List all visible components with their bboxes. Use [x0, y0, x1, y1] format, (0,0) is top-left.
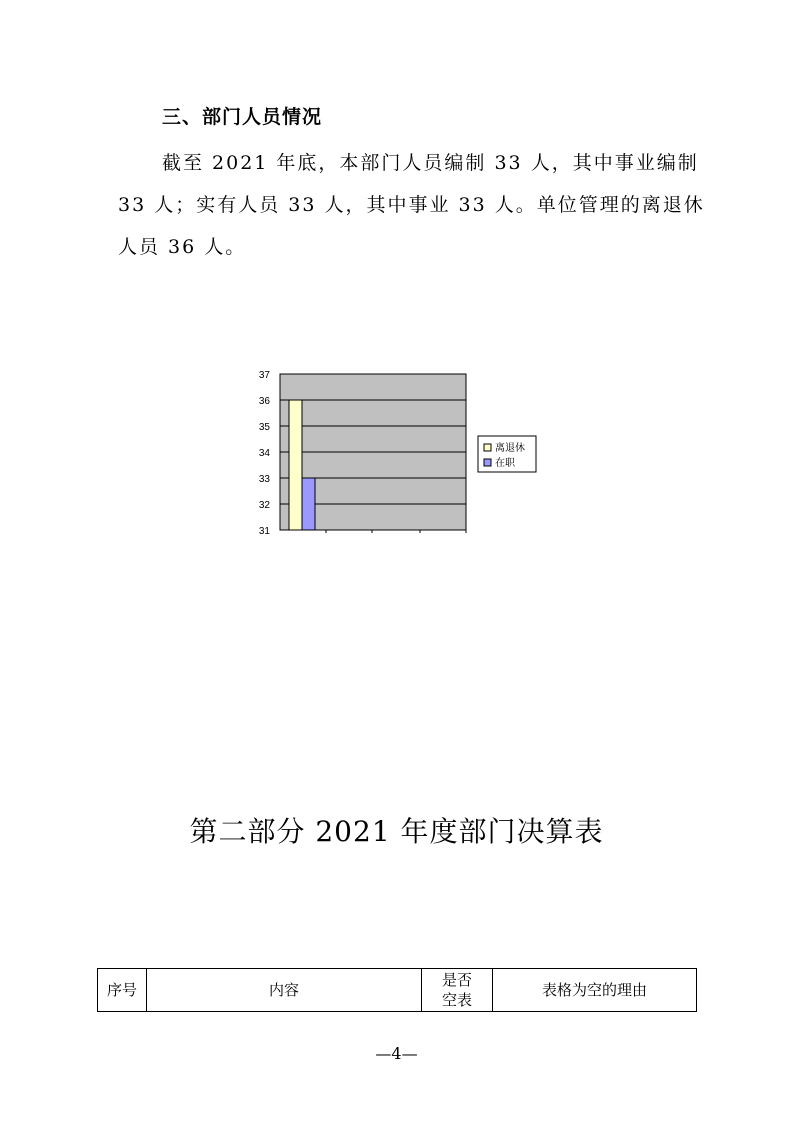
table-header-row [98, 969, 697, 1012]
legend-swatch [484, 459, 491, 466]
section-heading: 三、部门人员情况 [162, 106, 323, 128]
y-tick-label: 35 [258, 422, 270, 433]
header-empty-reason: 表格为空的理由 [493, 969, 697, 1012]
bar-retired [289, 400, 302, 530]
page-number: —4— [375, 1044, 418, 1063]
bar-active [302, 478, 315, 530]
y-tick-label: 31 [258, 526, 270, 537]
staff-bar-chart [248, 362, 548, 542]
y-tick-label: 34 [258, 448, 270, 459]
y-tick-label: 37 [258, 370, 270, 381]
y-tick-label: 32 [258, 500, 270, 511]
y-tick-label: 33 [258, 474, 270, 485]
header-content: 内容 [147, 969, 422, 1012]
paragraph-line-2: 33 人；实有人员 33 人，其中事业 33 人。单位管理的离退休 [118, 194, 705, 216]
legend-label: 离退休 [495, 443, 525, 454]
chart-svg [248, 362, 548, 542]
report-catalog-table [97, 968, 697, 1012]
legend-label: 在职 [495, 458, 515, 469]
paragraph-line-1: 截至 2021 年底，本部门人员编制 33 人，其中事业编制 [162, 152, 699, 174]
header-is-empty: 是否 空表 [422, 969, 493, 1012]
header-index: 序号 [98, 969, 147, 1012]
part-title: 第二部分 2021 年度部门决算表 [189, 815, 604, 848]
paragraph-line-3: 人员 36 人。 [118, 236, 247, 258]
legend-swatch [484, 444, 491, 451]
y-tick-label: 36 [258, 396, 270, 407]
